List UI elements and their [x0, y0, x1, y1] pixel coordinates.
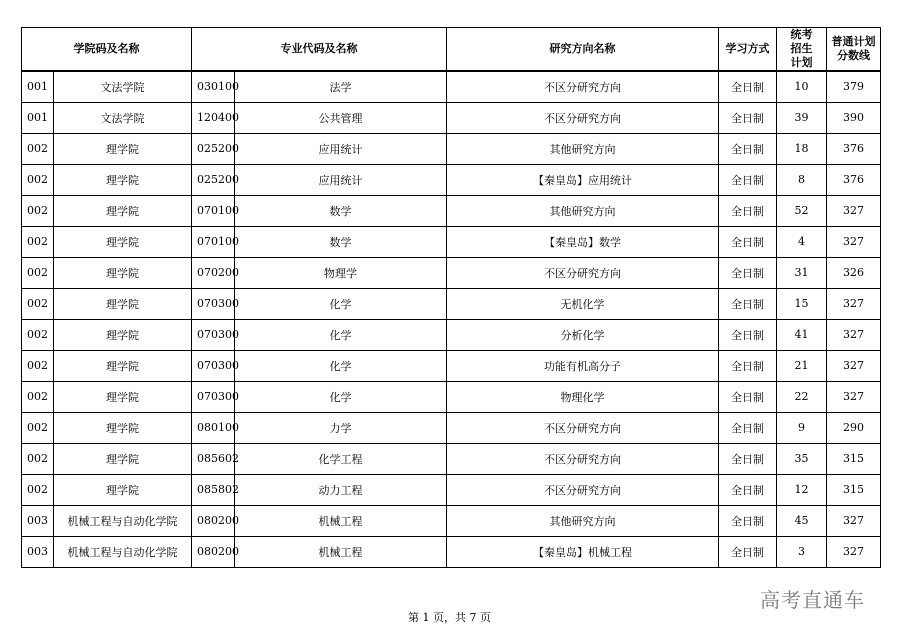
table-row: [22, 350, 881, 381]
table-row: [22, 319, 881, 350]
cell-college-name: 理学院: [54, 412, 192, 443]
cell-study-mode: 全日制: [719, 319, 777, 350]
cell-plan: 15: [777, 288, 827, 319]
cell-plan: 35: [777, 443, 827, 474]
table-row: [22, 226, 881, 257]
cell-study-mode: 全日制: [719, 474, 777, 505]
cell-major-code: 080200: [192, 505, 235, 536]
cell-score: 376: [827, 164, 881, 195]
table-row: [22, 71, 881, 102]
table-body: [22, 71, 881, 567]
cell-college-code: 002: [22, 133, 54, 164]
cell-study-mode: 全日制: [719, 505, 777, 536]
cell-college-code: 002: [22, 319, 54, 350]
cell-college-name: 机械工程与自动化学院: [54, 536, 192, 567]
cell-plan: 39: [777, 102, 827, 133]
cell-score: 315: [827, 443, 881, 474]
cell-plan: 22: [777, 381, 827, 412]
cell-study-mode: 全日制: [719, 412, 777, 443]
cell-major-code: 070100: [192, 195, 235, 226]
cell-major-code: 080100: [192, 412, 235, 443]
cell-college-code: 001: [22, 71, 54, 102]
cell-study-mode: 全日制: [719, 350, 777, 381]
cell-direction: 不区分研究方向: [447, 102, 719, 133]
header-score: 普通计划分数线: [827, 28, 881, 72]
cell-major-code: 085602: [192, 443, 235, 474]
cell-study-mode: 全日制: [719, 133, 777, 164]
cell-major-name: 化学: [235, 319, 447, 350]
table-row: [22, 133, 881, 164]
cell-major-code: 025200: [192, 133, 235, 164]
cell-study-mode: 全日制: [719, 443, 777, 474]
cell-college-name: 理学院: [54, 350, 192, 381]
cell-major-name: 化学: [235, 381, 447, 412]
cell-major-name: 力学: [235, 412, 447, 443]
cell-study-mode: 全日制: [719, 102, 777, 133]
cell-college-name: 理学院: [54, 288, 192, 319]
cell-study-mode: 全日制: [719, 381, 777, 412]
header-college: 学院码及名称: [22, 28, 192, 72]
header-plan: 统考招生计划: [777, 28, 827, 72]
cell-college-name: 机械工程与自动化学院: [54, 505, 192, 536]
cell-direction: 【秦皇岛】应用统计: [447, 164, 719, 195]
cell-college-code: 003: [22, 536, 54, 567]
admission-score-table: [21, 27, 881, 568]
cell-study-mode: 全日制: [719, 164, 777, 195]
cell-score: 315: [827, 474, 881, 505]
cell-plan: 45: [777, 505, 827, 536]
cell-plan: 8: [777, 164, 827, 195]
table-header-row: [22, 28, 881, 72]
cell-college-name: 理学院: [54, 195, 192, 226]
cell-major-code: 070300: [192, 381, 235, 412]
cell-score: 327: [827, 536, 881, 567]
cell-major-code: 070300: [192, 288, 235, 319]
cell-study-mode: 全日制: [719, 226, 777, 257]
cell-major-code: 080200: [192, 536, 235, 567]
cell-college-code: 002: [22, 288, 54, 319]
table-row: [22, 164, 881, 195]
table-row: [22, 102, 881, 133]
cell-score: 327: [827, 505, 881, 536]
table-row: [22, 288, 881, 319]
cell-study-mode: 全日制: [719, 288, 777, 319]
cell-major-name: 数学: [235, 195, 447, 226]
table-row: [22, 195, 881, 226]
table-row: [22, 257, 881, 288]
cell-major-code: 070200: [192, 257, 235, 288]
cell-score: 327: [827, 288, 881, 319]
cell-plan: 9: [777, 412, 827, 443]
cell-major-code: 120400: [192, 102, 235, 133]
cell-plan: 12: [777, 474, 827, 505]
cell-college-code: 002: [22, 164, 54, 195]
cell-score: 390: [827, 102, 881, 133]
cell-score: 327: [827, 226, 881, 257]
cell-direction: 物理化学: [447, 381, 719, 412]
cell-college-code: 002: [22, 381, 54, 412]
cell-score: 376: [827, 133, 881, 164]
cell-college-name: 理学院: [54, 133, 192, 164]
cell-direction: 功能有机高分子: [447, 350, 719, 381]
cell-direction: 【秦皇岛】数学: [447, 226, 719, 257]
cell-major-name: 动力工程: [235, 474, 447, 505]
cell-score: 327: [827, 319, 881, 350]
watermark-text: 高考直通车: [760, 588, 865, 612]
cell-score: 379: [827, 71, 881, 102]
cell-college-name: 文法学院: [54, 71, 192, 102]
cell-direction: 无机化学: [447, 288, 719, 319]
cell-major-code: 030100: [192, 71, 235, 102]
cell-plan: 10: [777, 71, 827, 102]
cell-study-mode: 全日制: [719, 71, 777, 102]
cell-college-name: 理学院: [54, 474, 192, 505]
table-row: [22, 536, 881, 567]
cell-direction: 其他研究方向: [447, 505, 719, 536]
cell-direction: 【秦皇岛】机械工程: [447, 536, 719, 567]
cell-college-code: 002: [22, 257, 54, 288]
table-row: [22, 505, 881, 536]
cell-major-code: 070300: [192, 319, 235, 350]
cell-direction: 其他研究方向: [447, 195, 719, 226]
page-number: 第 1 页，共 7 页: [408, 611, 491, 624]
cell-direction: 其他研究方向: [447, 133, 719, 164]
cell-score: 327: [827, 350, 881, 381]
header-major: 专业代码及名称: [192, 28, 447, 72]
cell-major-name: 机械工程: [235, 505, 447, 536]
cell-plan: 4: [777, 226, 827, 257]
cell-direction: 不区分研究方向: [447, 71, 719, 102]
cell-major-name: 数学: [235, 226, 447, 257]
cell-college-code: 002: [22, 474, 54, 505]
cell-college-code: 002: [22, 195, 54, 226]
cell-direction: 分析化学: [447, 319, 719, 350]
cell-plan: 52: [777, 195, 827, 226]
cell-major-name: 物理学: [235, 257, 447, 288]
table-row: [22, 474, 881, 505]
cell-plan: 18: [777, 133, 827, 164]
cell-direction: 不区分研究方向: [447, 474, 719, 505]
cell-plan: 21: [777, 350, 827, 381]
cell-college-code: 002: [22, 350, 54, 381]
cell-major-name: 化学: [235, 350, 447, 381]
cell-major-name: 化学工程: [235, 443, 447, 474]
cell-major-name: 应用统计: [235, 164, 447, 195]
cell-major-code: 070300: [192, 350, 235, 381]
cell-major-name: 机械工程: [235, 536, 447, 567]
cell-major-name: 应用统计: [235, 133, 447, 164]
cell-major-name: 化学: [235, 288, 447, 319]
cell-college-code: 001: [22, 102, 54, 133]
cell-score: 326: [827, 257, 881, 288]
table-row: [22, 381, 881, 412]
table-row: [22, 412, 881, 443]
cell-plan: 41: [777, 319, 827, 350]
cell-college-name: 理学院: [54, 319, 192, 350]
cell-major-code: 070100: [192, 226, 235, 257]
cell-college-code: 002: [22, 443, 54, 474]
cell-plan: 31: [777, 257, 827, 288]
cell-college-code: 002: [22, 412, 54, 443]
cell-study-mode: 全日制: [719, 536, 777, 567]
cell-college-name: 理学院: [54, 443, 192, 474]
header-direction: 研究方向名称: [447, 28, 719, 72]
cell-major-name: 法学: [235, 71, 447, 102]
table-row: [22, 443, 881, 474]
cell-college-name: 文法学院: [54, 102, 192, 133]
cell-major-code: 085802: [192, 474, 235, 505]
cell-college-name: 理学院: [54, 257, 192, 288]
cell-score: 290: [827, 412, 881, 443]
cell-college-name: 理学院: [54, 381, 192, 412]
cell-direction: 不区分研究方向: [447, 443, 719, 474]
cell-direction: 不区分研究方向: [447, 412, 719, 443]
cell-plan: 3: [777, 536, 827, 567]
cell-college-name: 理学院: [54, 164, 192, 195]
cell-score: 327: [827, 195, 881, 226]
cell-college-name: 理学院: [54, 226, 192, 257]
cell-major-code: 025200: [192, 164, 235, 195]
cell-score: 327: [827, 381, 881, 412]
cell-major-name: 公共管理: [235, 102, 447, 133]
cell-college-code: 003: [22, 505, 54, 536]
cell-study-mode: 全日制: [719, 195, 777, 226]
header-study-mode: 学习方式: [719, 28, 777, 72]
cell-direction: 不区分研究方向: [447, 257, 719, 288]
cell-study-mode: 全日制: [719, 257, 777, 288]
cell-college-code: 002: [22, 226, 54, 257]
